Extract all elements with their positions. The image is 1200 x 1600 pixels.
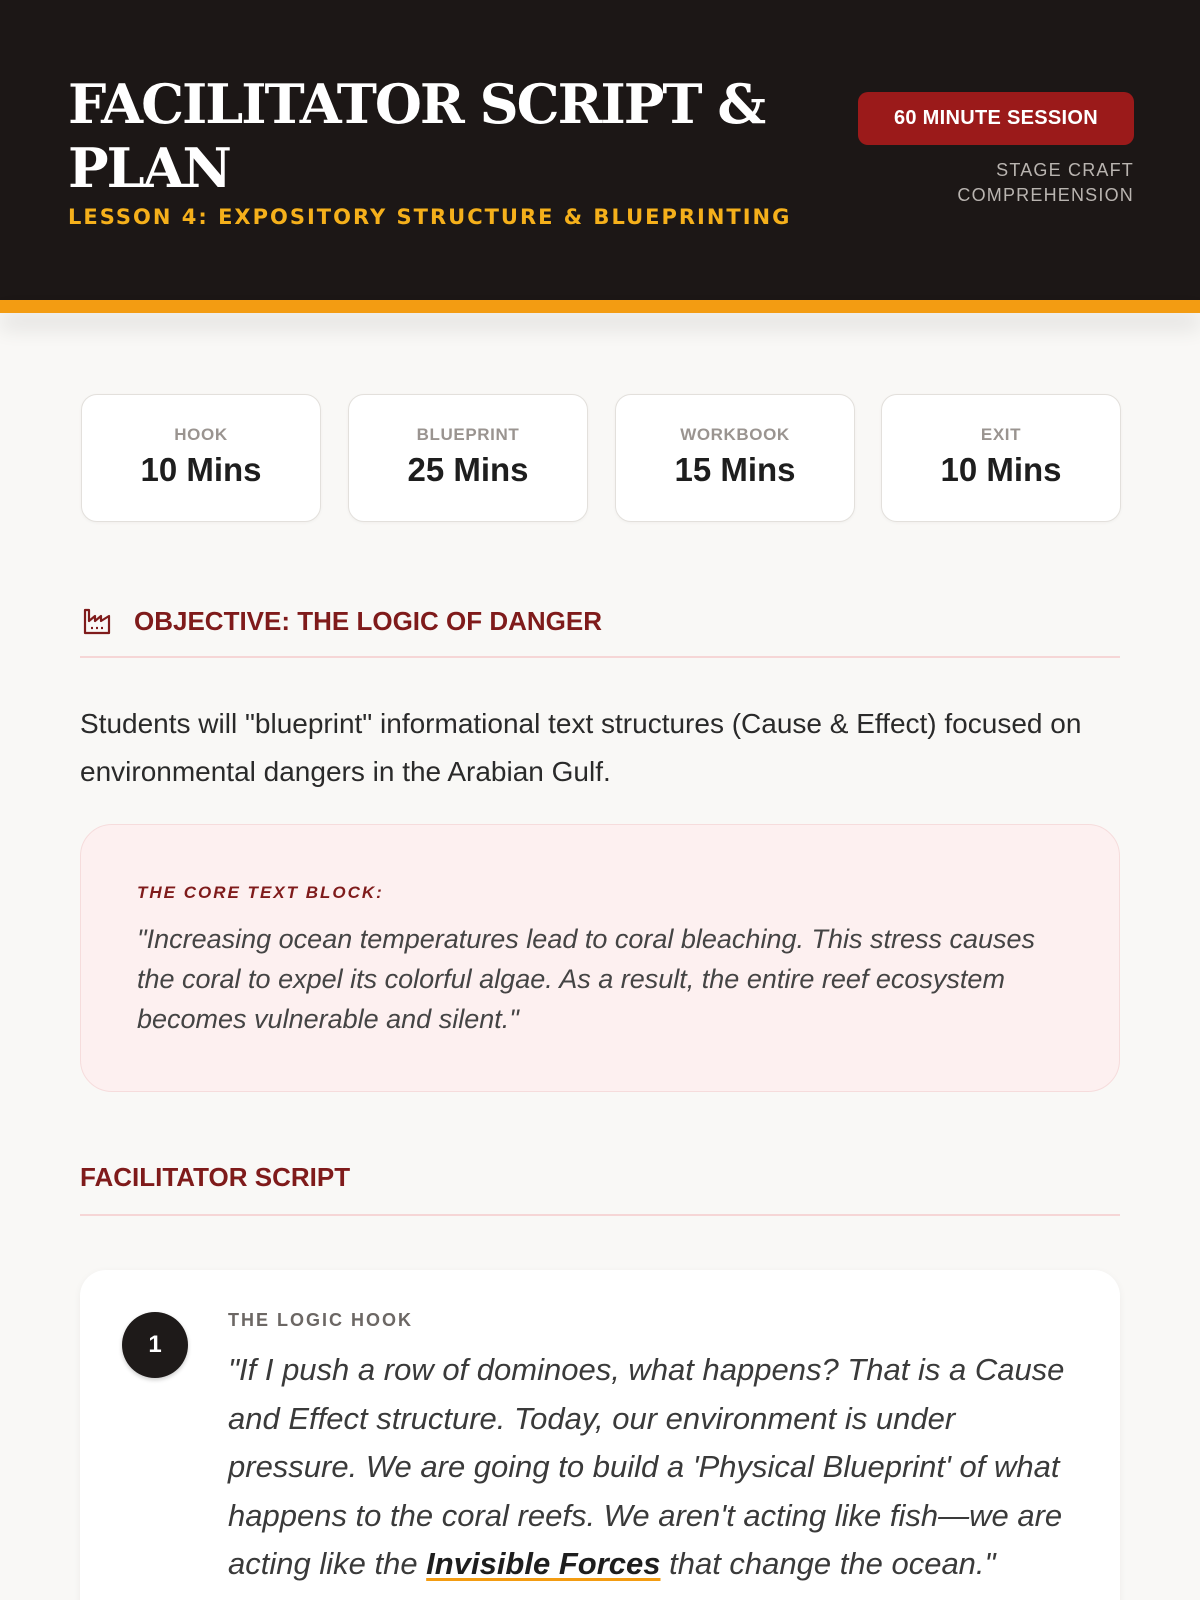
timing-card-exit [881, 394, 1121, 522]
step-title: THE LOGIC HOOK [228, 1310, 413, 1330]
timing-card-blueprint [348, 394, 588, 522]
step-number-badge: 1 [122, 1312, 188, 1378]
course-tag-line1: STAGE CRAFT [996, 160, 1134, 180]
timing-label: WORKBOOK [680, 425, 790, 444]
timing-label: BLUEPRINT [416, 425, 520, 444]
script-step-card [80, 1270, 1120, 1600]
objective-section-header [80, 604, 1120, 658]
page-title: FACILITATOR SCRIPT & PLAN [68, 72, 765, 200]
script-section-header [80, 1160, 1120, 1216]
header-accent-bar [0, 300, 1200, 313]
timing-card-hook [81, 394, 321, 522]
objective-heading: OBJECTIVE: THE LOGIC OF DANGER [134, 606, 603, 636]
timing-card-workbook [615, 394, 855, 522]
page-header [0, 0, 1200, 300]
step-text-after: that change the ocean." [660, 1546, 996, 1581]
lesson-subtitle: LESSON 4: EXPOSITORY STRUCTURE & BLUEPRINTING [68, 205, 792, 229]
timing-value: 10 Mins [140, 451, 262, 488]
step-text-highlight: Invisible Forces [426, 1546, 661, 1581]
session-duration-badge: 60 MINUTE SESSION [858, 92, 1134, 145]
timing-value: 25 Mins [407, 451, 529, 488]
factory-icon [82, 606, 112, 636]
script-heading: FACILITATOR SCRIPT [80, 1162, 351, 1192]
step-script-text [228, 1346, 1078, 1589]
timing-value: 10 Mins [940, 451, 1062, 488]
core-text-quote: "Increasing ocean temperatures lead to coral bleaching. This stress causes the coral to expel its colorful algae. As a result, the entire reef ecosystem becomes vulnerable and silent." [137, 924, 1036, 1034]
objective-text: Students will "blueprint" informational text structures (Cause & Effect) focused on environmental dangers in the Arabian Gulf. [80, 708, 1082, 787]
core-text-label: THE CORE TEXT BLOCK: [137, 883, 384, 902]
timing-label: EXIT [980, 425, 1022, 444]
core-text-block [80, 824, 1120, 1092]
course-tag [874, 158, 1134, 208]
course-tag-line2: COMPREHENSION [957, 185, 1134, 205]
step-text-before: "If I push a row of dominoes, what happens? That is a Cause and Effect structure. Today, our environment is under pressure. We are going to build a 'Physical Blueprint' of what happens to the coral reefs. We aren't acting like fish—we are acting like the [228, 1352, 1065, 1581]
timing-label: HOOK [174, 425, 228, 444]
timing-value: 15 Mins [674, 451, 796, 488]
